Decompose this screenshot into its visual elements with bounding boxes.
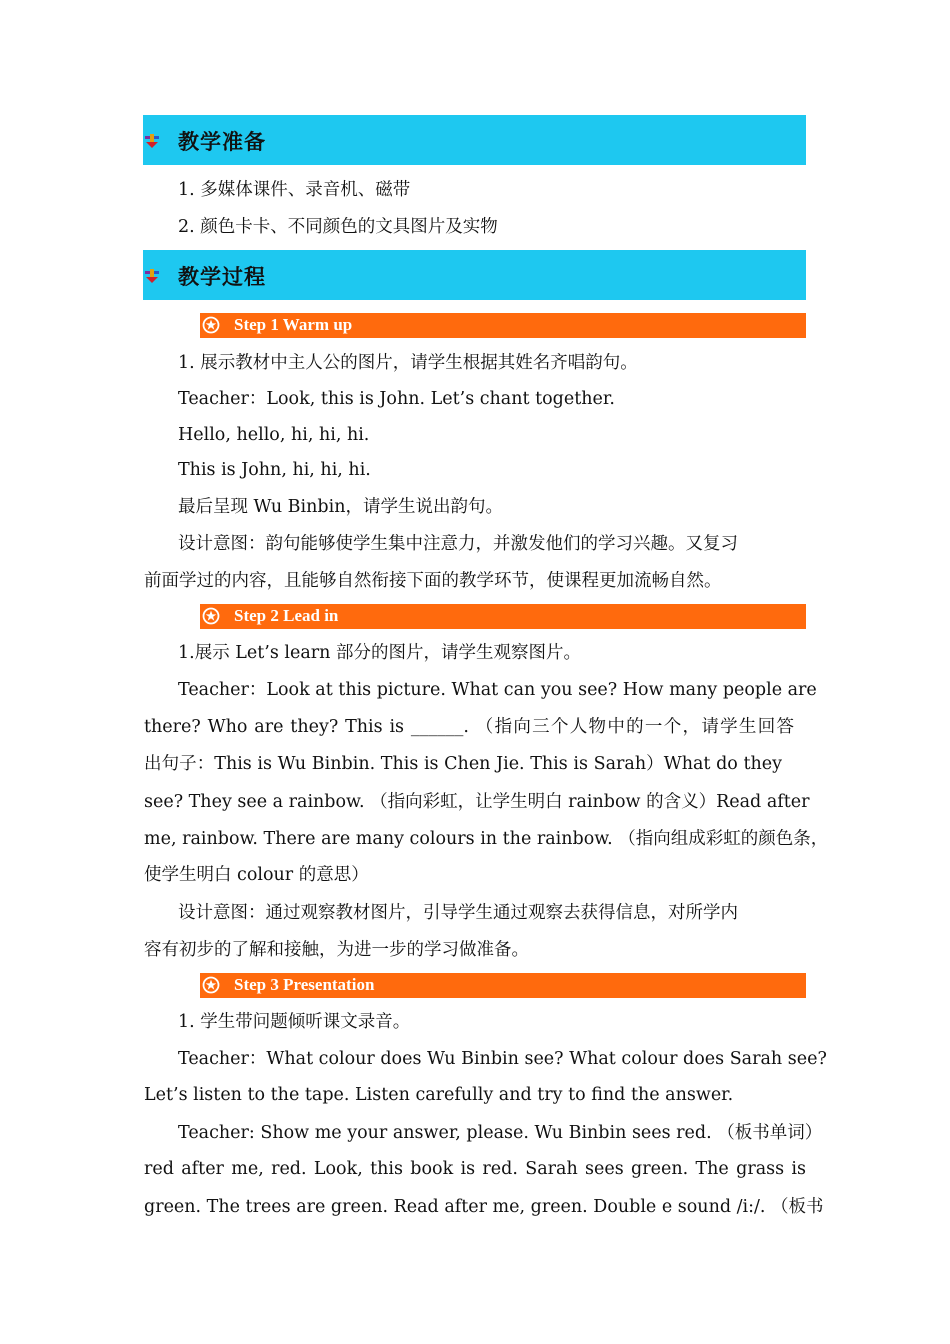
step2-line: 使学生明白 colour 的意思） <box>144 865 369 885</box>
section-title: 教学准备 <box>178 130 266 154</box>
section-title: 教学过程 <box>178 265 266 289</box>
step-label: Step 3 Presentation <box>234 975 375 994</box>
step3-line: red after me, red. Look, this book is red. Sarah sees green. The grass is <box>144 1159 806 1179</box>
step-bar-lead-in <box>200 604 806 629</box>
step1-line: 设计意图：韵句能够使学生集中注意力，并激发他们的学习兴趣。又复习 <box>178 534 738 554</box>
step2-line: there? Who are they? This is ______. （指向三个人物中的一个，请学生回答 <box>144 717 794 737</box>
step3-line: green. The trees are green. Read after me, green. Double e sound /i:/. （板书 <box>144 1197 824 1217</box>
step-label: Step 1 Warm up <box>234 315 353 334</box>
step-bar-warm-up <box>200 313 806 338</box>
prep-item: 2. 颜色卡卡、不同颜色的文具图片及实物 <box>178 217 498 237</box>
step2-line: 出句子：This is Wu Binbin. This is Chen Jie. This is Sarah）What do they <box>144 754 782 774</box>
arrow-bullet-icon <box>145 269 159 283</box>
star-circle-icon <box>202 976 220 994</box>
step1-line: 前面学过的内容，且能够自然衔接下面的教学环节，使课程更加流畅自然。 <box>144 571 722 591</box>
section-header-process <box>143 250 806 300</box>
step2-line: see? They see a rainbow. （指向彩虹，让学生明白 rainbow 的含义）Read after <box>144 792 810 812</box>
step1-line: Teacher：Look, this is John. Let’s chant together. <box>178 389 615 409</box>
step2-line: 设计意图：通过观察教材图片，引导学生通过观察去获得信息，对所学内 <box>178 903 738 923</box>
step3-line: Teacher：What colour does Wu Binbin see? What colour does Sarah see? <box>178 1049 827 1069</box>
step-label: Step 2 Lead in <box>234 606 339 625</box>
step3-line: Let’s listen to the tape. Listen carefully and try to find the answer. <box>144 1085 734 1105</box>
star-circle-icon <box>202 607 220 625</box>
step1-line: Hello, hello, hi, hi, hi. <box>178 425 370 445</box>
step1-line: This is John, hi, hi, hi. <box>178 460 371 480</box>
step2-line: 1.展示 Let’s learn 部分的图片，请学生观察图片。 <box>178 643 581 663</box>
star-circle-icon <box>202 316 220 334</box>
step2-line: me, rainbow. There are many colours in the rainbow. （指向组成彩虹的颜色条， <box>144 829 829 849</box>
step3-line: Teacher: Show me your answer, please. Wu Binbin sees red. （板书单词） <box>178 1123 823 1143</box>
step1-line: 最后呈现 Wu Binbin，请学生说出韵句。 <box>178 497 503 517</box>
section-header-prep <box>143 115 806 165</box>
arrow-bullet-icon <box>145 134 159 148</box>
step3-line: 1. 学生带问题倾听课文录音。 <box>178 1012 411 1032</box>
step1-line: 1. 展示教材中主人公的图片，请学生根据其姓名齐唱韵句。 <box>178 353 638 373</box>
step2-line: 容有初步的了解和接触，为进一步的学习做准备。 <box>144 940 529 960</box>
step2-line: Teacher：Look at this picture. What can you see? How many people are <box>178 680 817 700</box>
prep-item: 1. 多媒体课件、录音机、磁带 <box>178 180 411 200</box>
step-bar-presentation <box>200 973 806 998</box>
